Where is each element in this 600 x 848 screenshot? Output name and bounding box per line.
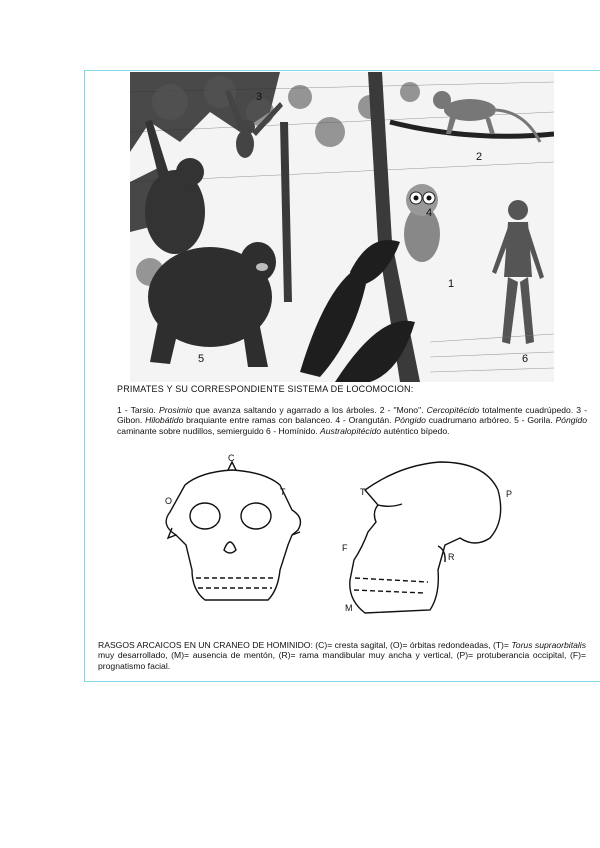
figure-number-4: 4 [426,207,433,219]
figure-description: 1 - Tarsio. Prosimio que avanza saltando y agarrado a los árboles. 2 - "Mono". Cercopitécido totalmente cuadrúpedo. 3 - Gibon. Hilobátido braquiante entre ramas con balanceo. 4 - Orangután. Póngido cuadrumano arbóreo. 5 - Gorila. Póngido caminante sobre nudillos, semierguido 6 - Homínido. Australopitécido auténtico bípedo. [117,405,587,436]
label-protuberancia: P [506,489,513,499]
figure-title: PRIMATES Y SU CORRESPONDIENTE SISTEMA DE LOCOMOCION: [117,384,414,394]
label-rama-mandibular: R [448,552,455,562]
lateral-skull [350,462,501,613]
frontal-skull [166,462,300,600]
label-orbitas: O [165,496,173,506]
label-prognatismo: F [342,543,348,553]
primates-drawing [130,72,554,382]
figure-number-6: 6 [522,353,529,365]
label-menton: M [345,603,353,613]
skull-drawings [140,450,530,625]
label-torus-lateral: T [360,487,366,497]
label-cresta-sagital: C [228,453,235,463]
label-torus-frontal: T [280,487,286,497]
figure-number-2: 2 [476,151,483,163]
figure-number-5: 5 [198,353,205,365]
figure-number-3: 3 [256,91,263,103]
primates-illustration [130,72,554,382]
skull-caption: RASGOS ARCAICOS EN UN CRANEO DE HOMINIDO: (C)= cresta sagital, (O)= órbitas redondeadas, (T)= Torus supraorbitalis muy desarrollado, (M)= ausencia de mentón, (R)= rama mandibular muy ancha y vertical, (P)= protuberancia occipital, (F)= prognatismo facial. [98,640,587,671]
figure-number-1: 1 [448,278,455,290]
